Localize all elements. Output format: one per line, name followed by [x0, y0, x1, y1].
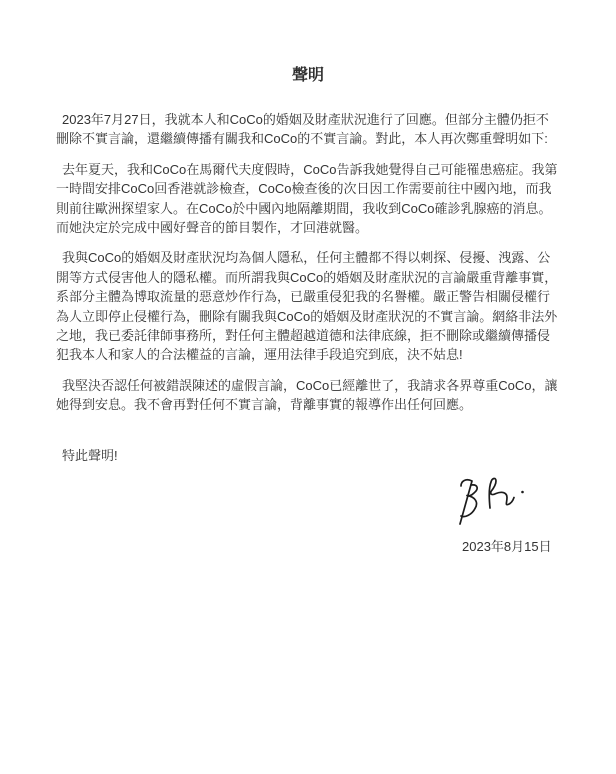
statement-body	[56, 110, 560, 476]
statement-paragraph-3: 我與CoCo的婚姻及財產狀況均為個人隱私，任何主體都不得以刺探、侵擾、洩露、公開等方式侵害他人的隱私權。而所謂我與CoCo的婚姻及財產狀況的言論嚴重背離事實，系部分主體為博取流量的惡意炒作行為，已嚴重侵犯我的名譽權。嚴正警告相關侵權行為人立即停止侵權行為，刪除有關我與CoCo的婚姻及財產狀況的不實言論。網絡非法外之地，我已委託律師事務所，對任何主體超越道德和法律底線，拒不刪除或繼續傳播侵犯我本人和家人的合法權益的言論，運用法律手段追究到底，決不姑息!	[56, 250, 558, 363]
statement-paragraph-1: 2023年7月27日，我就本人和CoCo的婚姻及財產狀況進行了回應。但部分主體仍拒不刪除不實言論，還繼續傳播有關我和CoCo的不實言論。對此，本人再次鄭重聲明如下:	[56, 112, 549, 147]
statement-date: 2023年8月15日	[462, 539, 552, 554]
statement-paragraph-4: 我堅決否認任何被錯誤陳述的虛假言論，CoCo已經離世了，我請求各界尊重CoCo，讓她得到安息。我不會再對任何不實言論，背離事實的報導作出任何回應。	[56, 377, 558, 413]
closing-line: 特此聲明!	[62, 447, 118, 463]
page-title: 聲明	[291, 67, 324, 84]
handwritten-signature	[453, 475, 531, 531]
statement-paragraph-2: 去年夏天，我和CoCo在馬爾代夫度假時，CoCo告訴我她覺得自己可能罹患癌症。我第一時間安排CoCo回香港就診檢查，CoCo檢查後的次日因工作需要前往中國內地，而我則前往歐洲探望家人。在CoCo於中國內地隔離期間，我收到CoCo確診乳腺癌的消息。而她決定於完成中國好聲音的節目製作，才回港就醫。	[56, 161, 558, 236]
signature-icon	[453, 475, 531, 531]
